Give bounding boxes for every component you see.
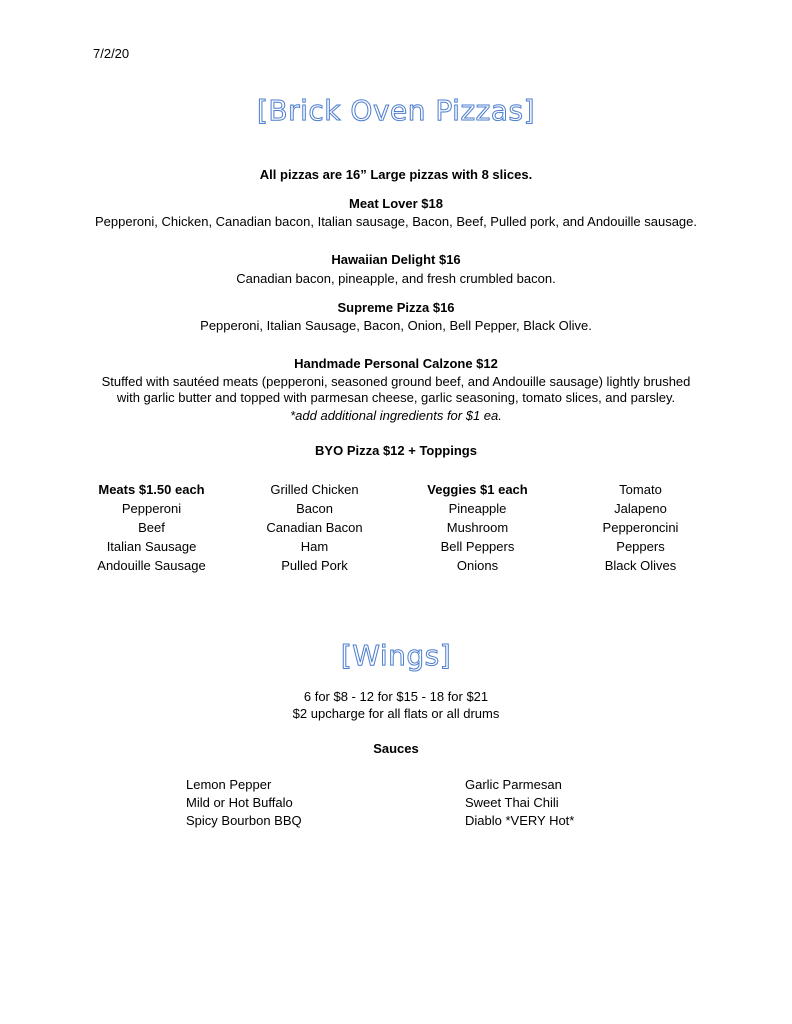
hawaiian-name: Hawaiian Delight $16 — [331, 252, 461, 267]
topping-item: Bell Peppers — [440, 539, 515, 554]
topping-item: Canadian Bacon — [266, 520, 363, 535]
sauce-item: Spicy Bourbon BBQ — [186, 813, 302, 828]
wings-pricing: 6 for $8 - 12 for $15 - 18 for $21 — [303, 689, 489, 704]
sauces-list — [186, 776, 666, 830]
topping-item: Pulled Pork — [281, 558, 348, 573]
veggies-heading: Veggies $1 each — [427, 482, 528, 497]
topping-item: Tomato — [619, 482, 662, 497]
meats-heading: Meats $1.50 each — [98, 482, 205, 497]
topping-item: Andouille Sausage — [97, 558, 206, 573]
calzone-description-line2: with garlic butter and topped with parmesan cheese, garlic seasoning, tomato slices, and parsley. — [116, 390, 676, 405]
meat-lover-description: Pepperoni, Chicken, Canadian bacon, Italian sausage, Bacon, Beef, Pulled pork, and Andouille sausage. — [94, 214, 698, 229]
topping-item: Pineapple — [448, 501, 507, 516]
sauce-item: Mild or Hot Buffalo — [186, 795, 293, 810]
pizza-intro: All pizzas are 16” Large pizzas with 8 slices. — [259, 167, 533, 182]
topping-item: Black Olives — [604, 558, 677, 573]
topping-item: Italian Sausage — [106, 539, 197, 554]
hawaiian-description: Canadian bacon, pineapple, and fresh crumbled bacon. — [236, 271, 556, 286]
toppings-column-veggies-2 — [559, 480, 722, 575]
calzone-description-line1: Stuffed with sautéed meats (pepperoni, seasoned ground beef, and Andouille sausage) lightly brushed — [101, 374, 691, 389]
sauces-column-left — [186, 776, 465, 830]
toppings-column-meats-2 — [233, 480, 396, 575]
byo-pizza-name: BYO Pizza $12 + Toppings — [315, 443, 477, 458]
topping-item: Grilled Chicken — [270, 482, 359, 497]
calzone-name: Handmade Personal Calzone $12 — [294, 356, 498, 371]
wings-upcharge: $2 upcharge for all flats or all drums — [292, 706, 500, 721]
topping-item: Bacon — [296, 501, 333, 516]
calzone-note: *add additional ingredients for $1 ea. — [290, 408, 502, 423]
topping-item: Peppers — [616, 539, 665, 554]
toppings-column-veggies — [396, 480, 559, 575]
meat-lover-name: Meat Lover $18 — [349, 196, 443, 211]
toppings-column-meats — [70, 480, 233, 575]
sauces-column-right — [465, 776, 665, 830]
topping-item: Beef — [138, 520, 165, 535]
topping-item: Jalapeno — [614, 501, 667, 516]
topping-item: Onions — [456, 558, 499, 573]
toppings-table — [70, 480, 722, 575]
wings-section-title: [Wings] — [340, 639, 452, 672]
sauce-item: Garlic Parmesan — [465, 777, 562, 792]
supreme-description: Pepperoni, Italian Sausage, Bacon, Onion, Bell Pepper, Black Olive. — [200, 318, 592, 333]
sauces-heading: Sauces — [373, 741, 419, 756]
topping-item: Mushroom — [446, 520, 509, 535]
sauce-item: Lemon Pepper — [186, 777, 272, 792]
sauce-item: Diablo *VERY Hot* — [465, 813, 575, 828]
supreme-name: Supreme Pizza $16 — [337, 300, 455, 315]
topping-item: Ham — [300, 539, 329, 554]
topping-item: Pepperoncini — [602, 520, 679, 535]
pizza-section-title: [Brick Oven Pizzas] — [256, 94, 536, 127]
topping-item: Pepperoni — [121, 501, 182, 516]
document-date: 7/2/20 — [93, 46, 130, 61]
sauce-item: Sweet Thai Chili — [465, 795, 559, 810]
